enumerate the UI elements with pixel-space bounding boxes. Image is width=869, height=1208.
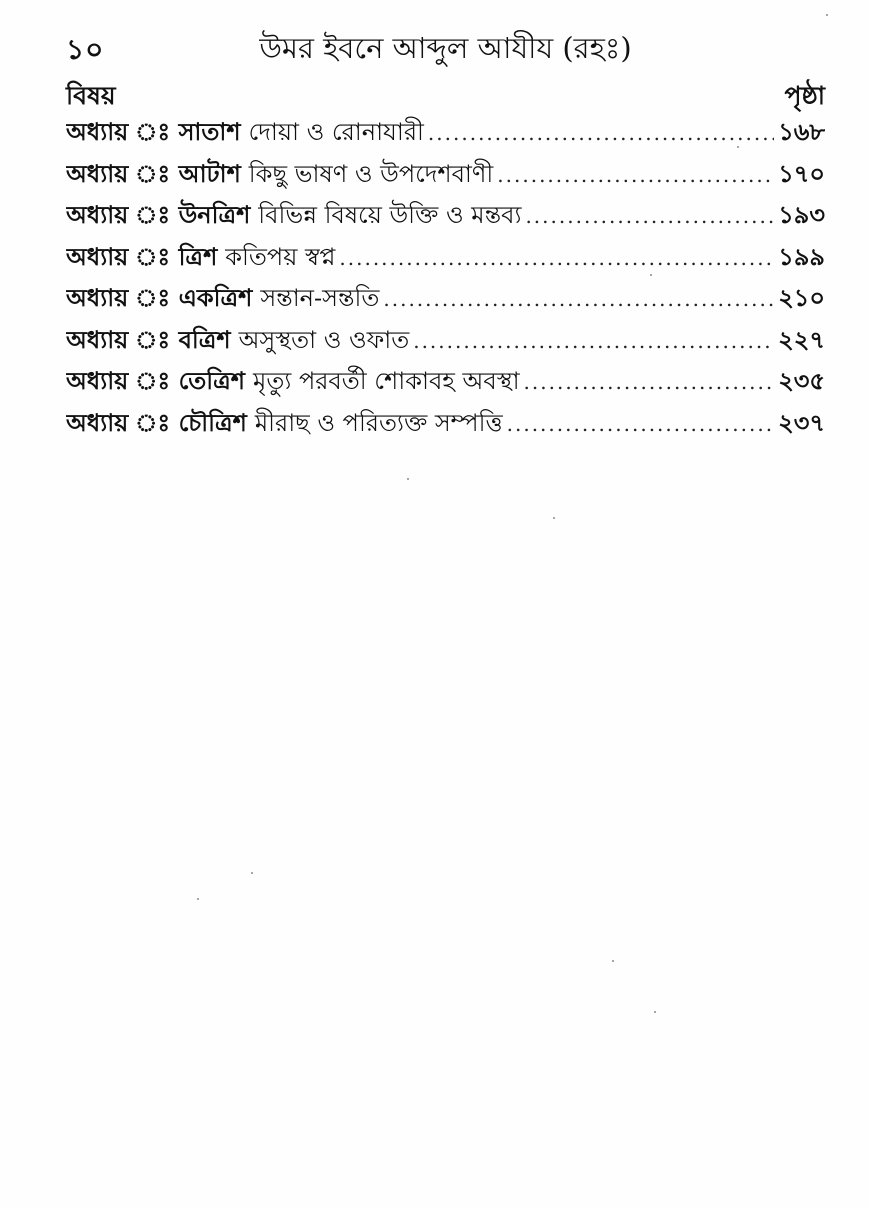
dot-leader [413, 329, 774, 353]
toc-entry [66, 405, 825, 447]
scan-speck [197, 898, 199, 900]
page-header [66, 26, 825, 66]
toc-entry [66, 156, 825, 198]
scan-speck [654, 1011, 656, 1013]
table-of-contents [66, 114, 825, 446]
chapter-title: বিভিন্ন বিষয়ে উক্তি ও মন্তব্য [258, 201, 522, 229]
dot-leader [428, 121, 774, 145]
toc-entry [66, 239, 825, 281]
dot-leader [339, 246, 774, 270]
chapter-title: কিছু ভাষণ ও উপদেশবাণী [248, 159, 494, 188]
chapter-label: অধ্যায় ঃ একত্রিশ [66, 283, 253, 312]
dot-leader [524, 370, 775, 394]
entry-page-number: ২২৭ [778, 324, 825, 354]
dot-leader [525, 204, 774, 228]
dot-leader [497, 163, 774, 187]
entry-page-number: ২১০ [778, 283, 825, 312]
book-title: উমর ইবনে আব্দুল আযীয (রহঃ) [259, 31, 632, 65]
scan-speck [251, 872, 253, 874]
subject-column-heading: বিষয় [66, 81, 116, 110]
dot-leader [507, 412, 775, 436]
chapter-title: কতিপয় স্বপ্ন [225, 242, 336, 271]
page-number: ১০ [66, 33, 105, 66]
chapter-title: দোয়া ও রোনাযারী [248, 118, 424, 146]
chapter-title: মৃত্যু পরবর্তী শোকাবহ অবস্থা [253, 367, 520, 395]
scan-speck [650, 274, 652, 276]
toc-entry [66, 114, 825, 156]
scan-speck [737, 146, 739, 148]
toc-entry [66, 322, 825, 364]
scan-speck [612, 960, 614, 962]
dot-leader [383, 287, 774, 311]
entry-page-number: ১৯৯ [778, 241, 825, 271]
chapter-title: সন্তান-সন্ততি [260, 284, 380, 312]
toc-column-headings [66, 76, 825, 110]
toc-entry [66, 363, 825, 405]
entry-page-number: ২৩৭ [778, 407, 825, 437]
chapter-label: অধ্যায় ঃ বত্রিশ [66, 324, 231, 354]
chapter-title: অসুস্থতা ও ওফাত [238, 325, 410, 354]
chapter-label: অধ্যায় ঃ তেত্রিশ [66, 366, 246, 395]
page-column-heading: পৃষ্ঠা [784, 81, 825, 110]
entry-page-number: ১৬৮ [778, 117, 825, 146]
scan-speck [553, 517, 555, 519]
scan-speck [407, 478, 409, 480]
entry-page-number: ১৭০ [778, 158, 825, 188]
chapter-label: অধ্যায় ঃ আটাশ [66, 158, 241, 188]
entry-page-number: ২৩৫ [778, 366, 825, 395]
chapter-label: অধ্যায় ঃ উনত্রিশ [66, 200, 251, 229]
toc-entry [66, 280, 825, 322]
toc-entry [66, 197, 825, 239]
chapter-label: অধ্যায় ঃ সাতাশ [66, 117, 241, 146]
chapter-label: অধ্যায় ঃ ত্রিশ [66, 241, 218, 271]
chapter-title: মীরাছ ও পরিত্যক্ত সম্পত্তি [254, 408, 503, 437]
scan-speck [826, 14, 828, 16]
entry-page-number: ১৯৩ [778, 200, 825, 229]
chapter-label: অধ্যায় ঃ চৌত্রিশ [66, 407, 247, 437]
